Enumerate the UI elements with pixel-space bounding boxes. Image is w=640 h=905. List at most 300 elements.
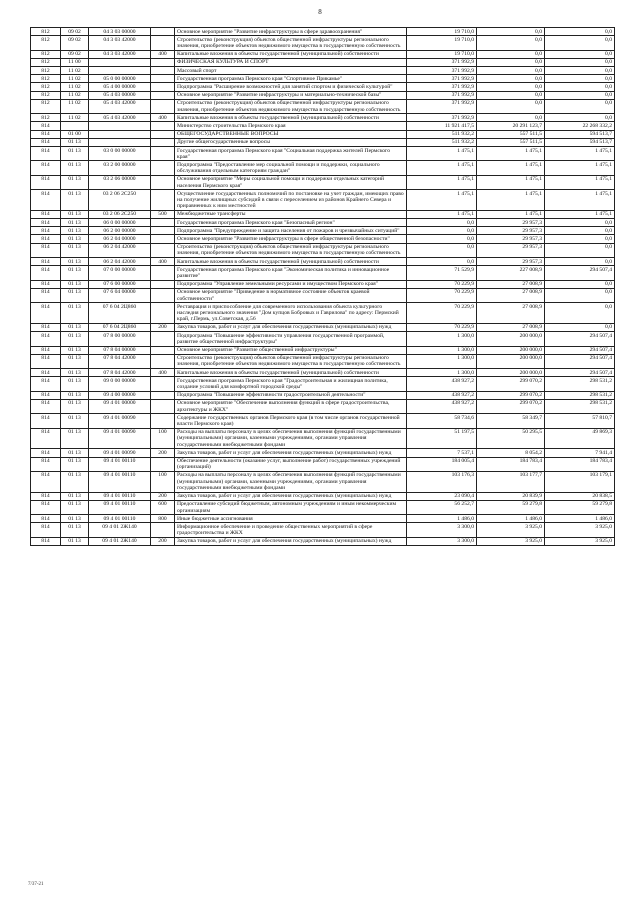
description-cell: Осуществление государственных полномочий по постановке на учет граждан, имеющих право на получение жилищных субсидий в связи с переселением из районов Крайнего Севера и приравненных к ним местностей: [175, 190, 407, 211]
amount-year-2-cell: 59 279,8: [477, 500, 545, 514]
ministry-code-cell: 814: [31, 147, 61, 161]
amount-year-2-cell: 50 295,5: [477, 428, 545, 449]
section-code-cell: 01 13: [61, 235, 89, 243]
description-cell: Строительство (реконструкция) объектов общественной инфраструктуры регионального значения, приобретение объектов недвижимого имущества в государственную собственность: [175, 354, 407, 368]
amount-year-3-cell: 0,0: [545, 227, 615, 235]
expense-type-cell: [151, 457, 175, 471]
ministry-code-cell: 814: [31, 280, 61, 288]
amount-year-2-cell: 0,0: [477, 75, 545, 83]
ministry-code-cell: 814: [31, 138, 61, 146]
ministry-code-cell: 814: [31, 523, 61, 537]
ministry-code-cell: 814: [31, 399, 61, 413]
amount-year-2-cell: 103 177,7: [477, 471, 545, 492]
description-cell: Строительство (реконструкция) объектов общественной инфраструктуры регионального значения, приобретение объектов недвижимого имущества в государственную собственность: [175, 99, 407, 113]
amount-year-3-cell: 1 475,1: [545, 190, 615, 211]
expense-type-cell: [151, 58, 175, 66]
section-code-cell: 09 02: [61, 36, 89, 50]
table-row: [31, 243, 615, 257]
table-row: [31, 83, 615, 91]
target-article-cell: 06 2 04 00000: [89, 235, 151, 243]
table-row: [31, 280, 615, 288]
description-cell: Государственная программа Пермского края "Спортивное Прикамье": [175, 75, 407, 83]
budget-table: [30, 27, 615, 546]
ministry-code-cell: 814: [31, 449, 61, 457]
ministry-code-cell: 812: [31, 50, 61, 58]
amount-year-3-cell: 294 507,4: [545, 346, 615, 354]
table-row: [31, 449, 615, 457]
expense-type-cell: 800: [151, 515, 175, 523]
amount-year-1-cell: 70 229,9: [407, 303, 477, 324]
amount-year-3-cell: 1 475,1: [545, 210, 615, 218]
amount-year-3-cell: 0,0: [545, 75, 615, 83]
section-code-cell: 01 13: [61, 449, 89, 457]
section-code-cell: [61, 122, 89, 130]
ministry-code-cell: 814: [31, 210, 61, 218]
amount-year-2-cell: 0,0: [477, 28, 545, 36]
section-code-cell: 01 13: [61, 332, 89, 346]
amount-year-3-cell: 1 475,1: [545, 161, 615, 175]
amount-year-1-cell: 56 252,7: [407, 500, 477, 514]
expense-type-cell: [151, 138, 175, 146]
amount-year-1-cell: 70 229,9: [407, 280, 477, 288]
target-article-cell: 05 0 00 00000: [89, 75, 151, 83]
ministry-code-cell: 814: [31, 471, 61, 492]
ministry-code-cell: 812: [31, 36, 61, 50]
expense-type-cell: [151, 219, 175, 227]
target-article-cell: 04 3 03 00000: [89, 28, 151, 36]
target-article-cell: 09 4 01 00090: [89, 414, 151, 428]
table-row: [31, 377, 615, 391]
ministry-code-cell: 814: [31, 492, 61, 500]
expense-type-cell: [151, 67, 175, 75]
target-article-cell: 07 8 00 00000: [89, 332, 151, 346]
expense-type-cell: [151, 414, 175, 428]
amount-year-1-cell: 371 992,9: [407, 58, 477, 66]
ministry-code-cell: 814: [31, 227, 61, 235]
ministry-code-cell: 814: [31, 515, 61, 523]
amount-year-1-cell: 1 300,0: [407, 346, 477, 354]
expense-type-cell: 400: [151, 369, 175, 377]
table-row: [31, 91, 615, 99]
amount-year-2-cell: 29 957,3: [477, 235, 545, 243]
ministry-code-cell: 814: [31, 303, 61, 324]
amount-year-1-cell: 19 710,0: [407, 36, 477, 50]
ministry-code-cell: 814: [31, 175, 61, 189]
target-article-cell: 07 6 00 00000: [89, 280, 151, 288]
target-article-cell: 03 2 06 2C250: [89, 190, 151, 211]
table-row: [31, 122, 615, 130]
section-code-cell: 01 13: [61, 288, 89, 302]
section-code-cell: 01 13: [61, 354, 89, 368]
expense-type-cell: [151, 288, 175, 302]
amount-year-2-cell: 0,0: [477, 114, 545, 122]
amount-year-3-cell: 294 507,4: [545, 266, 615, 280]
description-cell: Подпрограмма "Предупреждение и защита населения от пожаров и чрезвычайных ситуаций": [175, 227, 407, 235]
target-article-cell: 07 6 04 2Ц860: [89, 323, 151, 331]
amount-year-3-cell: 294 507,4: [545, 332, 615, 346]
expense-type-cell: 100: [151, 471, 175, 492]
amount-year-1-cell: 371 992,9: [407, 91, 477, 99]
ministry-code-cell: 812: [31, 114, 61, 122]
amount-year-3-cell: 59 279,8: [545, 500, 615, 514]
expense-type-cell: [151, 147, 175, 161]
expense-type-cell: 400: [151, 50, 175, 58]
expense-type-cell: [151, 346, 175, 354]
description-cell: Министерство строительства Пермского края: [175, 122, 407, 130]
expense-type-cell: [151, 161, 175, 175]
amount-year-3-cell: 7 941,4: [545, 449, 615, 457]
amount-year-3-cell: 0,0: [545, 235, 615, 243]
ministry-code-cell: 812: [31, 58, 61, 66]
description-cell: Основное мероприятие "Развитие инфраструктуры в сфере здравоохранения": [175, 28, 407, 36]
section-code-cell: 01 13: [61, 428, 89, 449]
expense-type-cell: [151, 122, 175, 130]
target-article-cell: 03 2 00 00000: [89, 161, 151, 175]
target-article-cell: 07 0 00 00000: [89, 266, 151, 280]
section-code-cell: 01 13: [61, 515, 89, 523]
expense-type-cell: [151, 399, 175, 413]
amount-year-2-cell: 27 008,9: [477, 303, 545, 324]
amount-year-2-cell: 299 070,2: [477, 399, 545, 413]
ministry-code-cell: 812: [31, 75, 61, 83]
amount-year-1-cell: 58 734,6: [407, 414, 477, 428]
target-article-cell: 05 4 03 42000: [89, 114, 151, 122]
section-code-cell: 11 02: [61, 91, 89, 99]
table-row: [31, 58, 615, 66]
expense-type-cell: 400: [151, 114, 175, 122]
table-row: [31, 75, 615, 83]
amount-year-2-cell: 200 000,0: [477, 354, 545, 368]
table-row: [31, 138, 615, 146]
amount-year-3-cell: 0,0: [545, 83, 615, 91]
amount-year-1-cell: 3 300,0: [407, 523, 477, 537]
amount-year-2-cell: 200 000,0: [477, 369, 545, 377]
amount-year-1-cell: 70 229,9: [407, 323, 477, 331]
section-code-cell: 09 02: [61, 50, 89, 58]
section-code-cell: 01 13: [61, 457, 89, 471]
footer-code: 7/37-21: [28, 882, 44, 887]
description-cell: Закупка товаров, работ и услуг для обеспечения государственных (муниципальных) нужд: [175, 492, 407, 500]
section-code-cell: 11 02: [61, 83, 89, 91]
target-article-cell: 07 8 04 42000: [89, 354, 151, 368]
expense-type-cell: [151, 266, 175, 280]
amount-year-1-cell: 19 710,0: [407, 50, 477, 58]
ministry-code-cell: 814: [31, 414, 61, 428]
amount-year-2-cell: 3 925,0: [477, 523, 545, 537]
amount-year-2-cell: 184 783,4: [477, 457, 545, 471]
table-row: [31, 227, 615, 235]
description-cell: Капитальные вложения в объекты государственной (муниципальной) собственности: [175, 258, 407, 266]
ministry-code-cell: 814: [31, 346, 61, 354]
table-row: [31, 175, 615, 189]
section-code-cell: 01 13: [61, 500, 89, 514]
amount-year-1-cell: 371 992,9: [407, 114, 477, 122]
amount-year-3-cell: 0,0: [545, 243, 615, 257]
amount-year-3-cell: 0,0: [545, 28, 615, 36]
table-row: [31, 147, 615, 161]
table-row: [31, 323, 615, 331]
amount-year-3-cell: 294 507,4: [545, 354, 615, 368]
ministry-code-cell: 814: [31, 235, 61, 243]
description-cell: Капитальные вложения в объекты государственной (муниципальной) собственности: [175, 50, 407, 58]
table-row: [31, 99, 615, 113]
expense-type-cell: 200: [151, 492, 175, 500]
amount-year-3-cell: 0,0: [545, 114, 615, 122]
section-code-cell: 01 13: [61, 219, 89, 227]
expense-type-cell: [151, 227, 175, 235]
section-code-cell: 01 13: [61, 147, 89, 161]
target-article-cell: 05 4 00 00000: [89, 83, 151, 91]
description-cell: Основное мероприятие "Развитие инфраструктуры и материально-технической базы": [175, 91, 407, 99]
expense-type-cell: [151, 75, 175, 83]
section-code-cell: 01 13: [61, 414, 89, 428]
table-row: [31, 391, 615, 399]
description-cell: Государственная программа Пермского края "Градостроительная и жилищная политика, создание условий для комфортной городской среды": [175, 377, 407, 391]
expense-type-cell: [151, 175, 175, 189]
section-code-cell: 01 13: [61, 266, 89, 280]
table-row: [31, 258, 615, 266]
description-cell: Основное мероприятие "Развитие инфраструктуры в сфере общественной безопасности": [175, 235, 407, 243]
section-code-cell: 01 13: [61, 323, 89, 331]
section-code-cell: 01 13: [61, 346, 89, 354]
table-row: [31, 288, 615, 302]
amount-year-1-cell: 1 300,0: [407, 354, 477, 368]
description-cell: Основное мероприятие "Обеспечение выполнения функций в сфере градостроительства, архитектуры и ЖКХ": [175, 399, 407, 413]
amount-year-2-cell: 27 008,9: [477, 323, 545, 331]
amount-year-1-cell: 371 992,9: [407, 75, 477, 83]
description-cell: Реставрация и приспособление для современного использования объекта культурного наследия регионального значения "Дом купцов Бобровых и Гаврилова" по адресу: Пермский край, г.Пермь, ул.Советская, д.56: [175, 303, 407, 324]
target-article-cell: 06 2 04 42000: [89, 258, 151, 266]
section-code-cell: 01 13: [61, 303, 89, 324]
amount-year-2-cell: 200 000,0: [477, 346, 545, 354]
target-article-cell: 04 3 03 42000: [89, 50, 151, 58]
amount-year-3-cell: 1 475,1: [545, 175, 615, 189]
ministry-code-cell: 814: [31, 130, 61, 138]
amount-year-3-cell: 0,0: [545, 91, 615, 99]
amount-year-2-cell: 0,0: [477, 67, 545, 75]
amount-year-1-cell: 0,0: [407, 235, 477, 243]
amount-year-3-cell: 0,0: [545, 258, 615, 266]
expense-type-cell: [151, 523, 175, 537]
table-row: [31, 190, 615, 211]
expense-type-cell: 200: [151, 323, 175, 331]
target-article-cell: 06 2 04 42000: [89, 243, 151, 257]
amount-year-2-cell: 227 008,9: [477, 266, 545, 280]
amount-year-1-cell: 23 090,4: [407, 492, 477, 500]
amount-year-2-cell: 557 511,5: [477, 130, 545, 138]
amount-year-2-cell: 20 839,9: [477, 492, 545, 500]
section-code-cell: 01 13: [61, 243, 89, 257]
amount-year-2-cell: 0,0: [477, 50, 545, 58]
table-row: [31, 130, 615, 138]
amount-year-1-cell: 438 927,2: [407, 399, 477, 413]
amount-year-1-cell: 184 005,4: [407, 457, 477, 471]
target-article-cell: 09 4 01 00110: [89, 515, 151, 523]
amount-year-2-cell: 1 475,1: [477, 161, 545, 175]
description-cell: Межбюджетные трансферты: [175, 210, 407, 218]
amount-year-2-cell: 1 475,1: [477, 210, 545, 218]
ministry-code-cell: 812: [31, 67, 61, 75]
amount-year-1-cell: 103 176,3: [407, 471, 477, 492]
expense-type-cell: [151, 243, 175, 257]
description-cell: Расходы на выплаты персоналу в целях обеспечения выполнения функций государственными (муниципальными) органами, казенными учреждениями, органами управления государственными внебюджетными фондами: [175, 428, 407, 449]
section-code-cell: 01 13: [61, 227, 89, 235]
description-cell: Государственная программа Пермского края "Безопасный регион": [175, 219, 407, 227]
amount-year-3-cell: 0,0: [545, 58, 615, 66]
description-cell: Основное мероприятие "Приведение в нормативное состояние объектов краевой собственности": [175, 288, 407, 302]
target-article-cell: 07 6 04 00000: [89, 288, 151, 302]
table-row: [31, 346, 615, 354]
target-article-cell: 04 3 03 42000: [89, 36, 151, 50]
amount-year-1-cell: 438 927,2: [407, 391, 477, 399]
target-article-cell: 07 8 04 42000: [89, 369, 151, 377]
description-cell: Информационное обеспечение и проведение общественных мероприятий в сфере градостроительства и ЖКХ: [175, 523, 407, 537]
section-code-cell: 11 00: [61, 58, 89, 66]
table-row: [31, 537, 615, 545]
amount-year-1-cell: 3 300,0: [407, 537, 477, 545]
table-row: [31, 428, 615, 449]
expense-type-cell: [151, 130, 175, 138]
target-article-cell: 09 4 01 00110: [89, 471, 151, 492]
expense-type-cell: 500: [151, 210, 175, 218]
target-article-cell: 09 4 01 2Ж140: [89, 523, 151, 537]
amount-year-1-cell: 511 932,2: [407, 138, 477, 146]
amount-year-1-cell: 371 992,9: [407, 99, 477, 113]
table-row: [31, 500, 615, 514]
table-row: [31, 414, 615, 428]
amount-year-3-cell: 22 268 332,2: [545, 122, 615, 130]
description-cell: Предоставление субсидий бюджетным, автономным учреждениям и иным некоммерческим организациям: [175, 500, 407, 514]
description-cell: Подпрограмма "Управление земельными ресурсами и имуществом Пермского края": [175, 280, 407, 288]
amount-year-1-cell: 71 529,9: [407, 266, 477, 280]
target-article-cell: 09 4 01 00090: [89, 428, 151, 449]
amount-year-3-cell: 0,0: [545, 36, 615, 50]
expense-type-cell: [151, 332, 175, 346]
description-cell: Иные бюджетные ассигнования: [175, 515, 407, 523]
description-cell: Подпрограмма "Расширение возможностей для занятий спортом и физической культурой": [175, 83, 407, 91]
amount-year-2-cell: 1 475,1: [477, 190, 545, 211]
amount-year-3-cell: 184 783,4: [545, 457, 615, 471]
section-code-cell: 01 13: [61, 138, 89, 146]
amount-year-1-cell: 0,0: [407, 258, 477, 266]
amount-year-3-cell: 0,0: [545, 67, 615, 75]
target-article-cell: [89, 130, 151, 138]
amount-year-1-cell: 1 486,0: [407, 515, 477, 523]
expense-type-cell: [151, 377, 175, 391]
expense-type-cell: [151, 36, 175, 50]
amount-year-1-cell: 1 475,1: [407, 147, 477, 161]
amount-year-1-cell: 0,0: [407, 227, 477, 235]
table-row: [31, 210, 615, 218]
table-row: [31, 457, 615, 471]
ministry-code-cell: 814: [31, 266, 61, 280]
amount-year-3-cell: 3 925,0: [545, 537, 615, 545]
section-code-cell: 01 13: [61, 190, 89, 211]
amount-year-3-cell: 49 869,3: [545, 428, 615, 449]
target-article-cell: 03 0 00 00000: [89, 147, 151, 161]
description-cell: ОБЩЕГОСУДАРСТВЕННЫЕ ВОПРОСЫ: [175, 130, 407, 138]
expense-type-cell: [151, 99, 175, 113]
amount-year-3-cell: 0,0: [545, 288, 615, 302]
expense-type-cell: [151, 91, 175, 99]
amount-year-1-cell: 0,0: [407, 243, 477, 257]
description-cell: Содержание государственных органов Пермского края (в том числе органов государственной власти Пермского края): [175, 414, 407, 428]
ministry-code-cell: 812: [31, 99, 61, 113]
expense-type-cell: [151, 28, 175, 36]
expense-type-cell: [151, 354, 175, 368]
target-article-cell: 03 2 06 2C250: [89, 210, 151, 218]
amount-year-3-cell: 103 179,1: [545, 471, 615, 492]
amount-year-2-cell: 0,0: [477, 58, 545, 66]
amount-year-2-cell: 299 070,2: [477, 391, 545, 399]
table-row: [31, 303, 615, 324]
table-row: [31, 515, 615, 523]
section-code-cell: 09 02: [61, 28, 89, 36]
target-article-cell: 06 2 00 00000: [89, 227, 151, 235]
target-article-cell: 09 4 01 00110: [89, 457, 151, 471]
target-article-cell: 09 4 01 00110: [89, 500, 151, 514]
amount-year-2-cell: 0,0: [477, 83, 545, 91]
target-article-cell: 09 4 01 00090: [89, 449, 151, 457]
description-cell: Обеспечение деятельности (оказание услуг, выполнение работ) государственных учреждений (организаций): [175, 457, 407, 471]
section-code-cell: 11 02: [61, 75, 89, 83]
amount-year-2-cell: 8 054,2: [477, 449, 545, 457]
amount-year-3-cell: 0,0: [545, 219, 615, 227]
section-code-cell: 01 13: [61, 369, 89, 377]
section-code-cell: 01 13: [61, 399, 89, 413]
description-cell: Основное мероприятие "Меры социальной помощи и поддержки отдельных категорий населения Пермского края": [175, 175, 407, 189]
ministry-code-cell: 814: [31, 354, 61, 368]
description-cell: Массовый спорт: [175, 67, 407, 75]
amount-year-2-cell: 27 008,9: [477, 288, 545, 302]
amount-year-1-cell: 1 475,1: [407, 190, 477, 211]
ministry-code-cell: 814: [31, 161, 61, 175]
table-row: [31, 36, 615, 50]
table-row: [31, 235, 615, 243]
amount-year-1-cell: 70 229,9: [407, 288, 477, 302]
amount-year-3-cell: 0,0: [545, 303, 615, 324]
ministry-code-cell: 814: [31, 122, 61, 130]
target-article-cell: 09 4 01 2Ж140: [89, 537, 151, 545]
amount-year-3-cell: 298 531,2: [545, 377, 615, 391]
amount-year-3-cell: 1 486,0: [545, 515, 615, 523]
section-code-cell: 01 13: [61, 471, 89, 492]
section-code-cell: 11 02: [61, 114, 89, 122]
description-cell: Закупка товаров, работ и услуг для обеспечения государственных (муниципальных) нужд: [175, 449, 407, 457]
amount-year-2-cell: 0,0: [477, 91, 545, 99]
description-cell: Другие общегосударственные вопросы: [175, 138, 407, 146]
expense-type-cell: 200: [151, 537, 175, 545]
expense-type-cell: 400: [151, 258, 175, 266]
amount-year-3-cell: 0,0: [545, 280, 615, 288]
amount-year-1-cell: 51 197,5: [407, 428, 477, 449]
amount-year-3-cell: 298 531,2: [545, 399, 615, 413]
description-cell: Подпрограмма "Повышение эффективности управления государственной программой, развитие общественной инфраструктуры": [175, 332, 407, 346]
amount-year-2-cell: 58 349,7: [477, 414, 545, 428]
table-row: [31, 332, 615, 346]
expense-type-cell: [151, 303, 175, 324]
amount-year-1-cell: 371 992,9: [407, 83, 477, 91]
ministry-code-cell: 814: [31, 428, 61, 449]
table-row: [31, 161, 615, 175]
amount-year-2-cell: 29 957,3: [477, 219, 545, 227]
ministry-code-cell: 814: [31, 500, 61, 514]
table-row: [31, 266, 615, 280]
amount-year-2-cell: 1 475,1: [477, 147, 545, 161]
amount-year-2-cell: 1 475,1: [477, 175, 545, 189]
amount-year-3-cell: 294 507,4: [545, 369, 615, 377]
section-code-cell: 01 13: [61, 391, 89, 399]
